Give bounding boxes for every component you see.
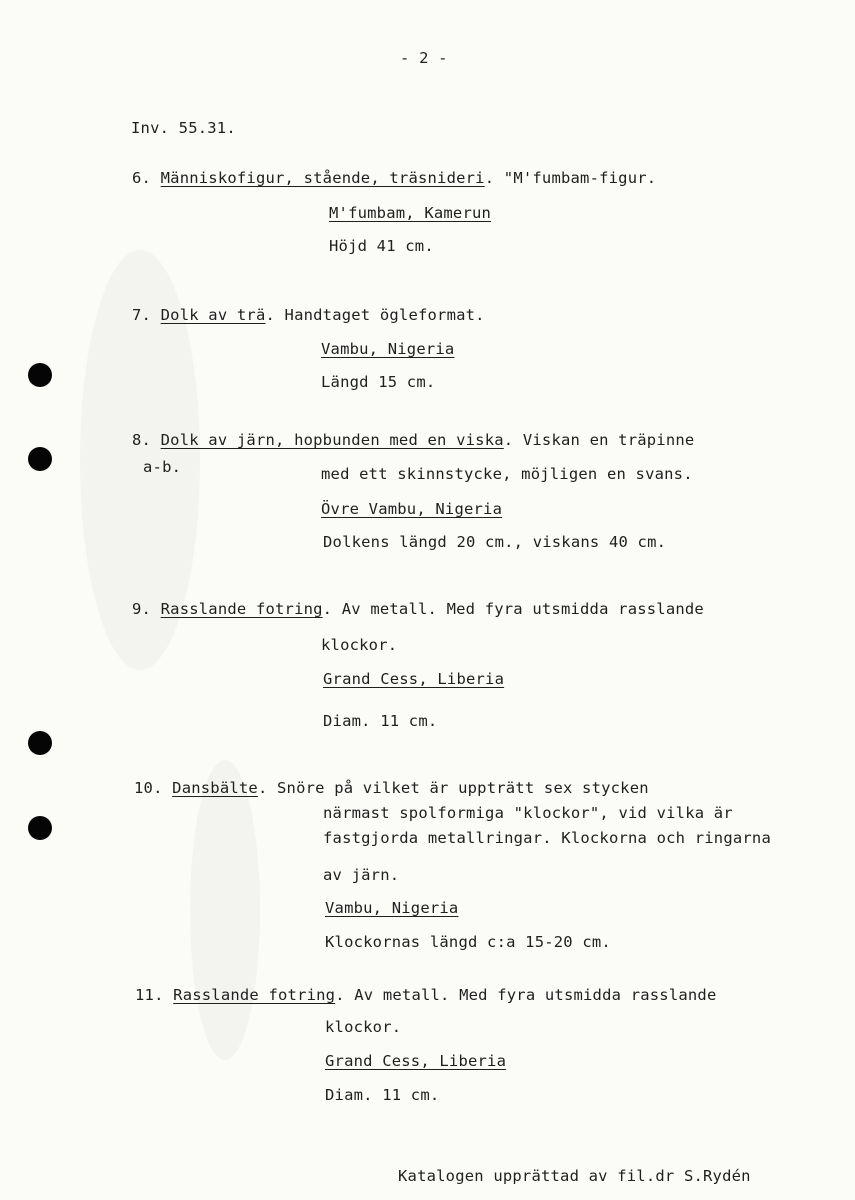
entry-description: . "M'fumbam-figur.: [484, 169, 657, 187]
entry-number: 10.: [134, 779, 163, 797]
entry-6: [132, 168, 656, 188]
paper-stain: [190, 760, 260, 1060]
entry-measure: Längd 15 cm.: [321, 373, 436, 391]
entry-description: . Av metall. Med fyra utsmidda rasslande: [335, 986, 717, 1004]
entry-measure: Diam. 11 cm.: [325, 1086, 440, 1104]
entry-measure: Höjd 41 cm.: [329, 237, 434, 255]
entry-number: 11.: [135, 986, 164, 1004]
entry-description-line: av järn.: [323, 866, 400, 884]
inventory-number: Inv. 55.31.: [131, 119, 236, 137]
entry-title: Dolk av järn, hopbunden med en viska: [160, 431, 504, 449]
entry-title: Människofigur, stående, träsnideri: [160, 169, 485, 187]
entry-description-line: närmast spolformiga "klockor", vid vilka är: [323, 804, 733, 822]
entry-9: [132, 599, 704, 619]
punch-hole: [28, 363, 52, 387]
entry-number: 8.: [132, 431, 152, 449]
entry-measure: Klockornas längd c:a 15-20 cm.: [325, 933, 611, 951]
entry-number: 9.: [132, 600, 152, 618]
entry-title: Rasslande fotring: [173, 986, 336, 1004]
entry-title: Rasslande fotring: [160, 600, 323, 618]
entry-place: Grand Cess, Liberia: [323, 670, 505, 688]
entry-place: Övre Vambu, Nigeria: [321, 500, 503, 518]
page-number: - 2 -: [400, 49, 448, 67]
entry-number: 6.: [132, 169, 152, 187]
entry-7: [132, 305, 485, 325]
entry-place: Vambu, Nigeria: [321, 340, 455, 358]
punch-hole: [28, 816, 52, 840]
entry-place: Vambu, Nigeria: [325, 899, 459, 917]
entry-description-line: fastgjorda metallringar. Klockorna och ringarna: [323, 829, 771, 847]
entry-place: M'fumbam, Kamerun: [329, 204, 492, 222]
entry-title: Dolk av trä: [160, 306, 266, 324]
punch-hole: [28, 447, 52, 471]
entry-measure: Diam. 11 cm.: [323, 712, 438, 730]
entry-measure: Dolkens längd 20 cm., viskans 40 cm.: [323, 533, 667, 551]
entry-11: [135, 985, 716, 1005]
entry-title: Dansbälte: [172, 779, 258, 797]
entry-8: [132, 430, 694, 450]
entry-description-line: klockor.: [325, 1018, 402, 1036]
entry-place: Grand Cess, Liberia: [325, 1052, 507, 1070]
entry-description: . Av metall. Med fyra utsmidda rasslande: [322, 600, 704, 618]
punch-hole: [28, 731, 52, 755]
entry-description: . Handtaget ögleformat.: [265, 306, 485, 324]
entry-description: . Snöre på vilket är uppträtt sex stycken: [257, 779, 649, 797]
entry-description-line: klockor.: [321, 636, 398, 654]
entry-description-line: med ett skinnstycke, möjligen en svans.: [321, 465, 693, 483]
entry-number: 7.: [132, 306, 152, 324]
entry-sub-number: a-b.: [143, 458, 182, 476]
entry-description: . Viskan en träpinne: [503, 431, 695, 449]
entry-10: [134, 778, 649, 798]
catalogue-author-footer: Katalogen upprättad av fil.dr S.Rydén: [398, 1167, 751, 1185]
